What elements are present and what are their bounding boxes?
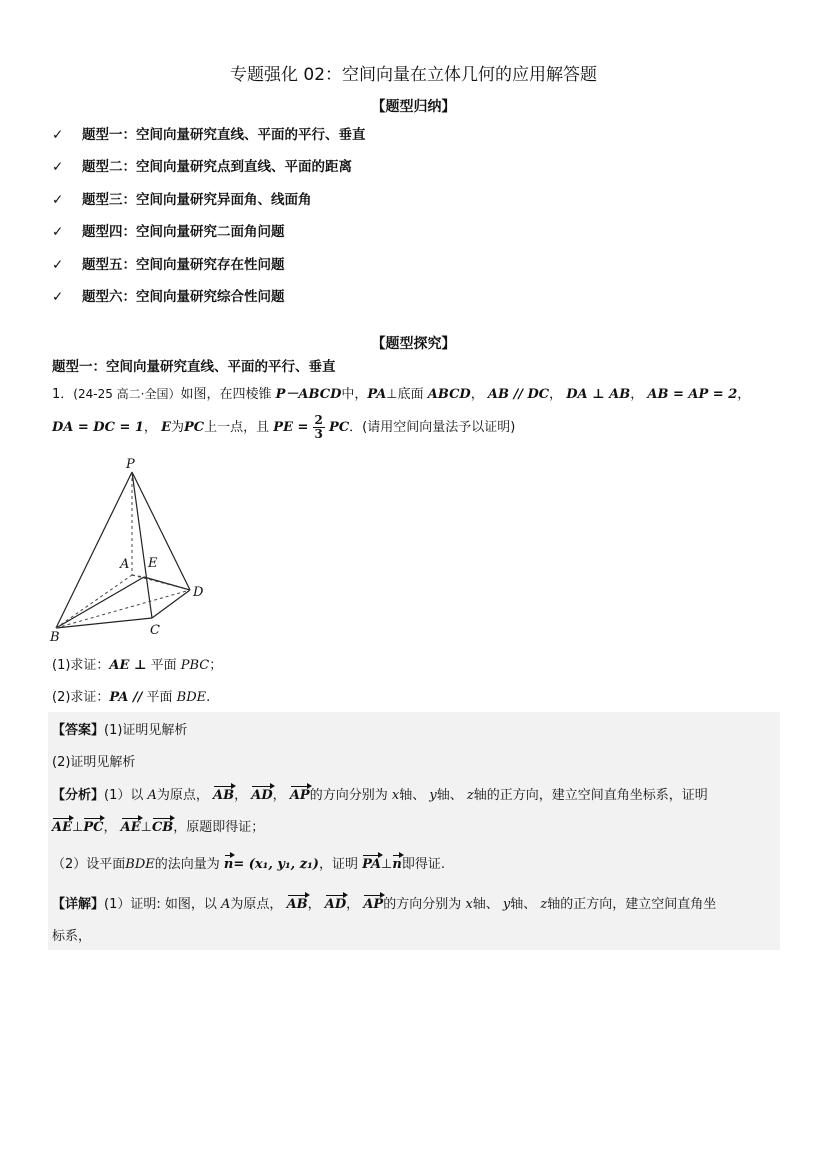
label-b: B: [50, 630, 60, 645]
answer-line-2: (2)证明见解析: [52, 755, 136, 770]
edge-pb: [56, 472, 132, 628]
edge-ed: [144, 577, 190, 590]
check-icon: ✓: [52, 127, 64, 143]
detail-line-2: 标系，: [52, 929, 92, 944]
label-e: E: [148, 556, 158, 571]
type-item-1: ✓ 题型一：空间向量研究直线、平面的平行、垂直: [52, 127, 366, 143]
question-2: (2)求证：PA // 平面 BDE.: [52, 690, 211, 705]
label-p: P: [126, 457, 135, 472]
check-icon: ✓: [52, 159, 64, 175]
edge-pc: [132, 472, 152, 618]
answer-line-1: 【答案】(1)证明见解析: [52, 723, 188, 738]
detail-line-1: 【详解】(1）证明: 如图，以 A为原点， AB， AD， AP的方向分别为 x轴、 y轴、 z轴的正方向，建立空间直角坐: [52, 893, 716, 912]
pyramid-figure: [44, 450, 224, 645]
check-icon: ✓: [52, 257, 64, 273]
problem-line-1: 1．(24-25 高二·全国）如图，在四棱锥 P－ABCD中，PA⊥底面 ABCD， AB // DC， DA ⊥ AB， AB = AP = 2，: [52, 387, 751, 402]
edge-bd: [56, 590, 190, 628]
type-item-6: ✓ 题型六：空间向量研究综合性问题: [52, 289, 285, 305]
check-icon: ✓: [52, 192, 64, 208]
section-summary-heading: 【题型归纳】: [371, 99, 456, 115]
edge-pd: [132, 472, 190, 590]
analysis-line-2: AE⊥PC， AE⊥CB，原题即得证；: [52, 816, 264, 835]
edge-cd: [152, 590, 190, 618]
label-d: D: [193, 585, 204, 600]
analysis-line-1: 【分析】(1）以 A为原点， AB， AD， AP的方向分别为 x轴、 y轴、 z轴的正方向，建立空间直角坐标系，证明: [52, 784, 708, 803]
type-item-2: ✓ 题型二：空间向量研究点到直线、平面的距离: [52, 159, 352, 175]
question-1: (1)求证：AE ⊥ 平面 PBC；: [52, 658, 223, 673]
analysis-line-3: （2）设平面BDE的法向量为 n= (x₁, y₁, z₁)，证明 PA⊥n即得证.: [52, 853, 445, 872]
type-item-3: ✓ 题型三：空间向量研究异面角、线面角: [52, 192, 312, 208]
label-a: A: [120, 557, 130, 572]
check-icon: ✓: [52, 289, 64, 305]
page-title: 专题强化 02：空间向量在立体几何的应用解答题: [229, 65, 598, 85]
edge-ad: [132, 575, 190, 590]
edge-ba: [56, 575, 132, 628]
check-icon: ✓: [52, 224, 64, 240]
subhead-type-1: 题型一：空间向量研究直线、平面的平行、垂直: [52, 359, 336, 375]
type-item-5: ✓ 题型五：空间向量研究存在性问题: [52, 257, 285, 273]
problem-line-2: DA = DC = 1， E为PC上一点，且 PE = $\frac{2}{3}$ PC．(请用空间向量法予以证明): [52, 413, 516, 441]
label-c: C: [150, 623, 160, 638]
fraction-two-thirds: $\frac{2}{3}$: [314, 413, 323, 441]
section-explore-heading: 【题型探究】: [371, 336, 456, 352]
type-item-4: ✓ 题型四：空间向量研究二面角问题: [52, 224, 285, 240]
